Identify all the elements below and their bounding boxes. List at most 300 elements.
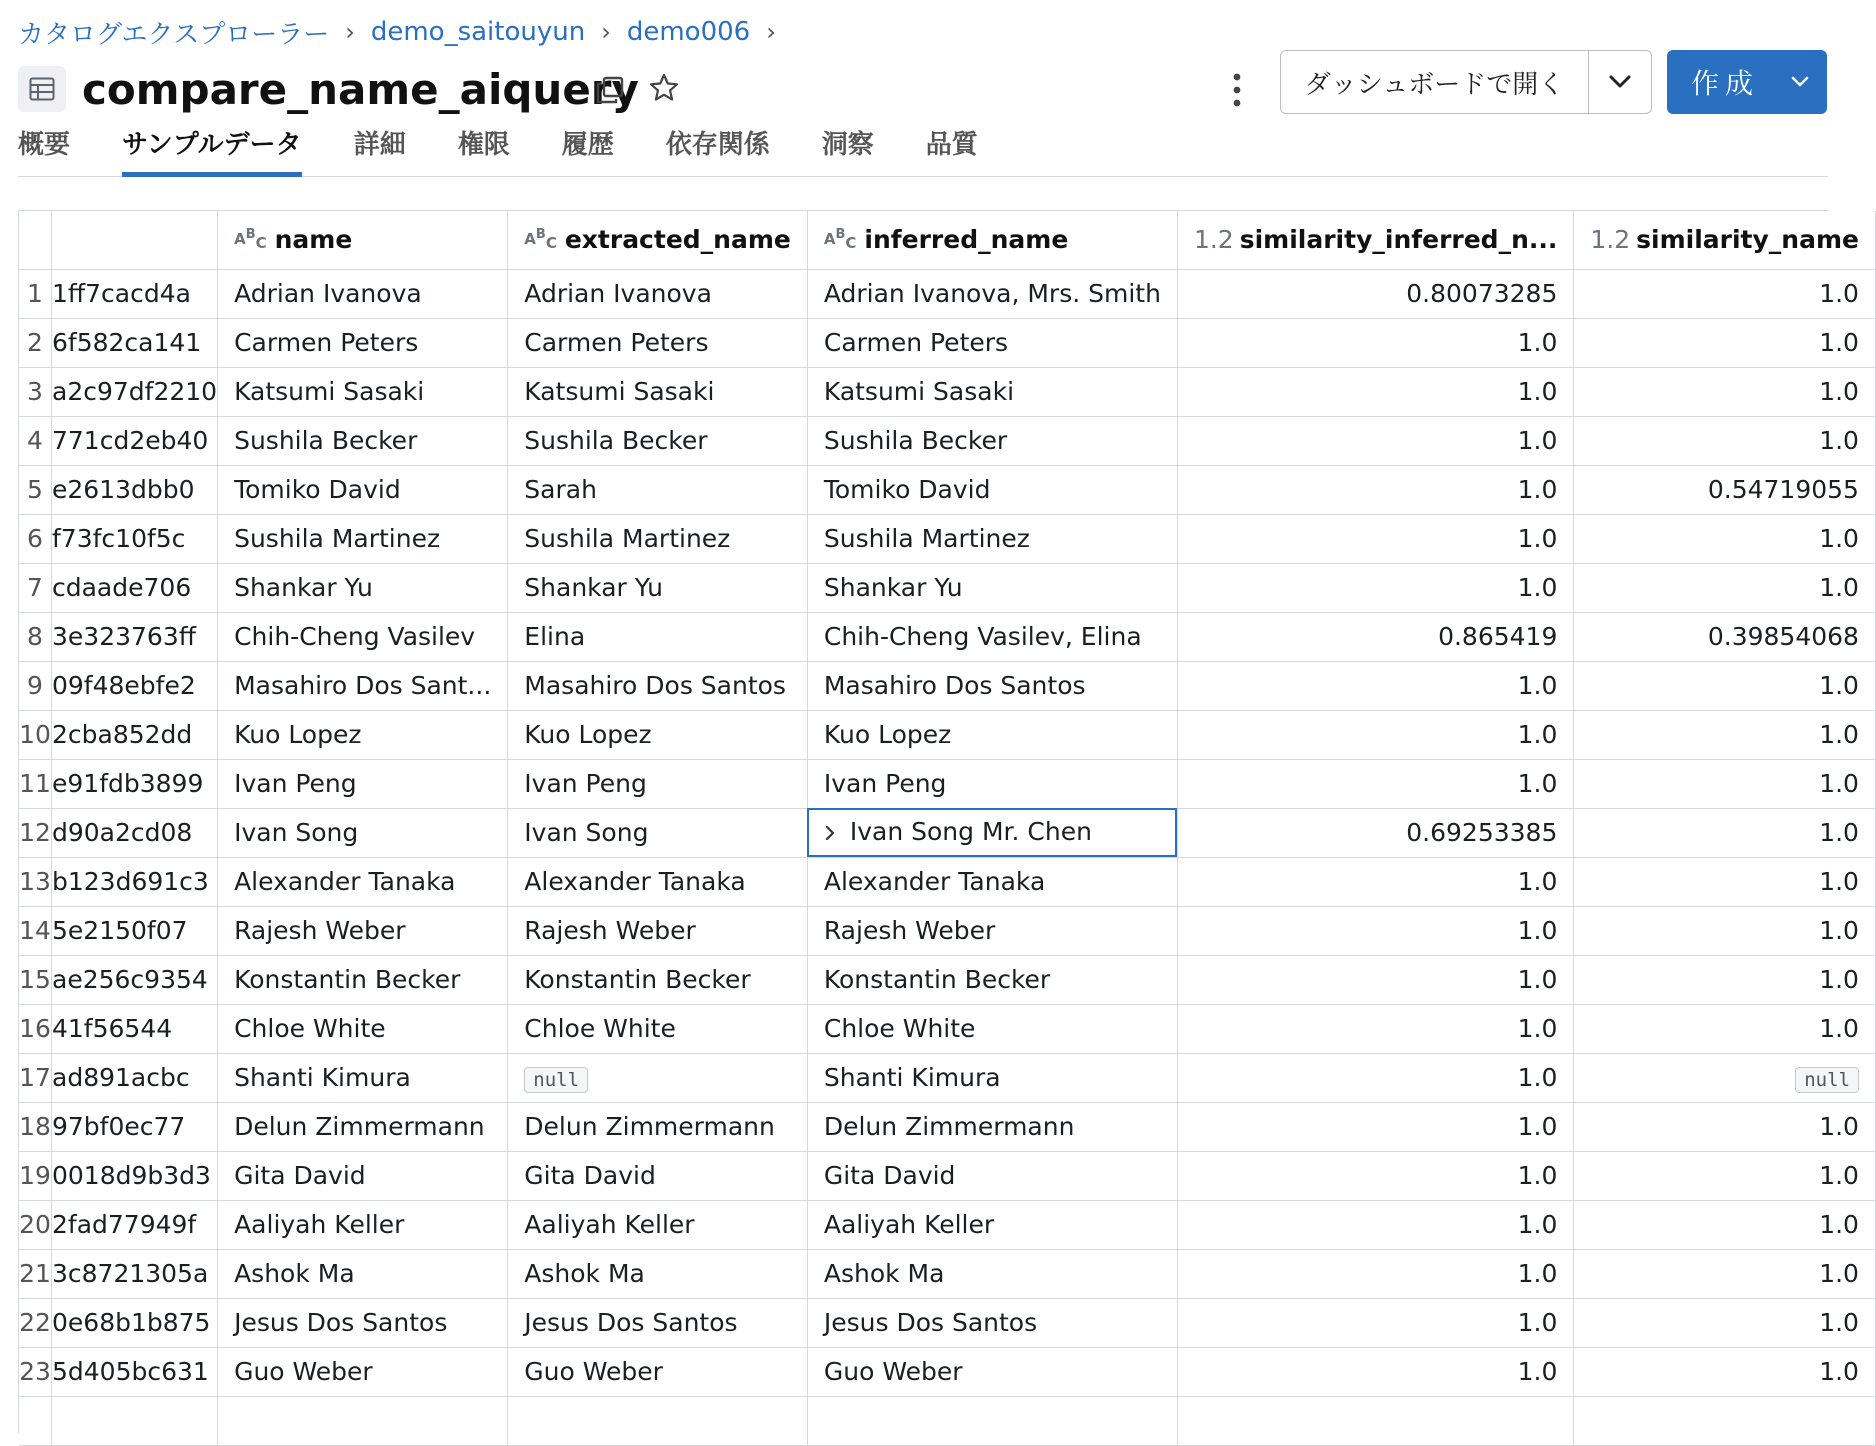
null-badge: null xyxy=(524,1067,588,1093)
inferred-name-cell[interactable] xyxy=(807,367,1177,416)
cell-value: 97bf0ec77 xyxy=(52,1112,186,1141)
inferred-name-cell[interactable] xyxy=(807,612,1177,661)
tab-permissions[interactable]: 権限 xyxy=(457,130,510,160)
column-header-rownum[interactable] xyxy=(19,211,52,269)
similarity-name-cell[interactable] xyxy=(1574,269,1876,318)
id-cell[interactable] xyxy=(52,857,218,906)
cell-value: Carmen Peters xyxy=(823,328,1009,357)
create-button[interactable] xyxy=(1667,50,1827,114)
inferred-name-cell[interactable] xyxy=(807,661,1177,710)
cell-value: 3c8721305a xyxy=(52,1259,209,1288)
similarity-inferred-name-cell[interactable] xyxy=(1177,269,1573,318)
cell-value: Alexander Tanaka xyxy=(234,867,456,896)
table-row xyxy=(19,1396,1875,1445)
extracted-name-cell[interactable] xyxy=(508,906,808,955)
table-row xyxy=(19,269,1875,318)
column-header-similarity-inferred-name[interactable] xyxy=(1177,211,1573,269)
chevron-down-icon[interactable] xyxy=(1588,51,1651,113)
extracted-name-cell[interactable] xyxy=(508,1200,808,1249)
inferred-name-cell[interactable] xyxy=(807,416,1177,465)
cell-value: 4 xyxy=(27,426,43,455)
cell-value: Kuo Lopez xyxy=(234,720,362,749)
cell-value: 1.0 xyxy=(1819,524,1859,553)
id-cell[interactable] xyxy=(52,1347,218,1396)
cell-value: Guo Weber xyxy=(823,1357,963,1386)
id-cell[interactable] xyxy=(52,1200,218,1249)
row-number-cell[interactable] xyxy=(19,1298,52,1347)
column-header-name[interactable] xyxy=(218,211,508,269)
similarity-inferred-name-cell[interactable] xyxy=(1177,661,1573,710)
cell-value: Gita David xyxy=(234,1161,366,1190)
inferred-name-cell[interactable] xyxy=(807,1396,1177,1445)
inferred-name-cell[interactable] xyxy=(807,1151,1177,1200)
cell-value: Shankar Yu xyxy=(234,573,373,602)
cell-value: e91fdb3899 xyxy=(52,769,204,798)
extracted-name-cell[interactable] xyxy=(508,514,808,563)
cell-value: Delun Zimmermann xyxy=(524,1112,775,1141)
id-cell[interactable] xyxy=(52,808,218,857)
name-cell[interactable] xyxy=(218,416,508,465)
similarity-name-cell[interactable] xyxy=(1574,1151,1876,1200)
cell-value: 0.80073285 xyxy=(1406,279,1558,308)
cell-value: Chih-Cheng Vasilev, Elina xyxy=(823,622,1142,651)
open-dashboard-split-button xyxy=(1280,50,1652,114)
id-cell[interactable] xyxy=(52,1102,218,1151)
string-type-icon: $A^B_C$ xyxy=(524,226,557,252)
cell-value: 13 xyxy=(19,867,51,896)
extracted-name-cell[interactable] xyxy=(508,955,808,1004)
similarity-name-cell[interactable] xyxy=(1574,1298,1876,1347)
null-badge: null xyxy=(1795,1067,1859,1093)
table-row xyxy=(19,416,1875,465)
similarity-name-cell[interactable] xyxy=(1574,1396,1876,1445)
cell-value: Chih-Cheng Vasilev xyxy=(234,622,476,651)
similarity-name-cell[interactable] xyxy=(1574,857,1876,906)
similarity-inferred-name-cell[interactable] xyxy=(1177,1298,1573,1347)
name-cell[interactable] xyxy=(218,514,508,563)
cell-value: Shanti Kimura xyxy=(234,1063,411,1092)
number-type-icon: 1.2 xyxy=(1590,225,1631,255)
extracted-name-cell[interactable] xyxy=(508,808,808,857)
cell-value: 1.0 xyxy=(1819,328,1859,357)
breadcrumb xyxy=(18,12,792,52)
similarity-name-cell[interactable] xyxy=(1574,661,1876,710)
inferred-name-cell[interactable] xyxy=(807,514,1177,563)
extracted-name-cell[interactable] xyxy=(508,612,808,661)
similarity-name-cell[interactable] xyxy=(1574,612,1876,661)
row-number-cell[interactable] xyxy=(19,1396,52,1445)
similarity-inferred-name-cell[interactable] xyxy=(1177,1102,1573,1151)
cell-value: Alexander Tanaka xyxy=(524,867,746,896)
cell-value: 1 xyxy=(27,279,43,308)
similarity-name-cell[interactable] xyxy=(1574,955,1876,1004)
cell-value: 1.0 xyxy=(1517,671,1558,700)
extracted-name-cell[interactable] xyxy=(508,416,808,465)
similarity-name-cell[interactable] xyxy=(1574,1102,1876,1151)
id-cell[interactable] xyxy=(52,1396,218,1445)
name-cell[interactable] xyxy=(218,269,508,318)
cell-value: 1.0 xyxy=(1819,426,1859,455)
extracted-name-cell[interactable] xyxy=(508,1151,808,1200)
cell-value: Chloe White xyxy=(524,1014,676,1043)
cell-value: 1.0 xyxy=(1517,573,1558,602)
cell-value: Adrian Ivanova xyxy=(524,279,712,308)
inferred-name-cell[interactable] xyxy=(807,1004,1177,1053)
similarity-name-cell[interactable] xyxy=(1574,563,1876,612)
similarity-inferred-name-cell[interactable] xyxy=(1177,1151,1573,1200)
cell-value: 0.54719055 xyxy=(1707,475,1859,504)
id-cell[interactable] xyxy=(52,661,218,710)
cell-value: a2c97df2210 xyxy=(52,377,218,406)
inferred-name-cell[interactable] xyxy=(807,1102,1177,1151)
cell-value: Sushila Becker xyxy=(823,426,1008,455)
extracted-name-cell[interactable] xyxy=(508,563,808,612)
cell-value: Jesus Dos Santos xyxy=(234,1308,448,1337)
similarity-name-cell[interactable] xyxy=(1574,808,1876,857)
cell-value: 19 xyxy=(19,1161,51,1190)
id-cell[interactable] xyxy=(52,1249,218,1298)
similarity-name-cell[interactable] xyxy=(1574,416,1876,465)
inferred-name-cell[interactable] xyxy=(807,1200,1177,1249)
name-cell[interactable] xyxy=(218,1200,508,1249)
table-row xyxy=(19,906,1875,955)
cell-value: cdaade706 xyxy=(52,573,192,602)
similarity-inferred-name-cell[interactable] xyxy=(1177,612,1573,661)
row-number-cell[interactable] xyxy=(19,661,52,710)
breadcrumb-separator: › xyxy=(345,18,355,46)
row-number-cell[interactable] xyxy=(19,906,52,955)
similarity-inferred-name-cell[interactable] xyxy=(1177,955,1573,1004)
id-cell[interactable] xyxy=(52,955,218,1004)
cell-value: Gita David xyxy=(524,1161,656,1190)
similarity-name-cell[interactable] xyxy=(1574,1249,1876,1298)
id-cell[interactable] xyxy=(52,1151,218,1200)
id-cell[interactable] xyxy=(52,1004,218,1053)
extracted-name-cell[interactable] xyxy=(508,1102,808,1151)
name-cell[interactable] xyxy=(218,1396,508,1445)
row-number-cell[interactable] xyxy=(19,1200,52,1249)
data-table xyxy=(19,211,1876,1446)
similarity-inferred-name-cell[interactable] xyxy=(1177,1200,1573,1249)
similarity-name-cell[interactable] xyxy=(1574,1200,1876,1249)
tab-history[interactable]: 履歴 xyxy=(561,130,614,160)
table-header-row xyxy=(19,211,1875,269)
cell-value: 0.39854068 xyxy=(1707,622,1859,651)
cell-value: Sarah xyxy=(524,475,597,504)
extracted-name-cell[interactable] xyxy=(508,1053,808,1102)
row-number-cell[interactable] xyxy=(19,1004,52,1053)
extracted-name-cell[interactable] xyxy=(508,710,808,759)
row-number-cell[interactable] xyxy=(19,416,52,465)
similarity-inferred-name-cell[interactable] xyxy=(1177,710,1573,759)
cell-value: Shankar Yu xyxy=(823,573,963,602)
row-number-cell[interactable] xyxy=(19,367,52,416)
cell-value: Kuo Lopez xyxy=(823,720,952,749)
inferred-name-cell[interactable] xyxy=(807,906,1177,955)
name-cell[interactable] xyxy=(218,808,508,857)
cell-value: Shankar Yu xyxy=(524,573,663,602)
table-row xyxy=(19,514,1875,563)
similarity-inferred-name-cell[interactable] xyxy=(1177,416,1573,465)
extracted-name-cell[interactable] xyxy=(508,759,808,808)
name-cell[interactable] xyxy=(218,1347,508,1396)
cell-value: Rajesh Weber xyxy=(234,916,406,945)
inferred-name-cell[interactable] xyxy=(807,857,1177,906)
similarity-name-cell[interactable] xyxy=(1574,514,1876,563)
cell-value: Tomiko David xyxy=(823,475,991,504)
extracted-name-cell[interactable] xyxy=(508,1298,808,1347)
extracted-name-cell[interactable] xyxy=(508,1249,808,1298)
cell-value: 1.0 xyxy=(1819,769,1859,798)
cell-value: 7 xyxy=(27,573,43,602)
name-cell[interactable] xyxy=(218,1249,508,1298)
id-cell[interactable] xyxy=(52,906,218,955)
row-number-cell[interactable] xyxy=(19,759,52,808)
id-cell[interactable] xyxy=(52,367,218,416)
inferred-name-cell[interactable] xyxy=(807,563,1177,612)
row-number-cell[interactable] xyxy=(19,710,52,759)
breadcrumb-separator: › xyxy=(766,18,776,46)
inferred-name-cell[interactable] xyxy=(807,1298,1177,1347)
name-cell[interactable] xyxy=(218,955,508,1004)
cell-value: Ivan Song xyxy=(234,818,359,847)
table-row xyxy=(19,1151,1875,1200)
inferred-name-cell[interactable] xyxy=(807,1249,1177,1298)
cell-value: ad891acbc xyxy=(52,1063,190,1092)
column-header-id[interactable] xyxy=(52,211,218,269)
cell-value: 0.69253385 xyxy=(1406,818,1558,847)
cell-value: 5 xyxy=(27,475,43,504)
id-cell[interactable] xyxy=(52,759,218,808)
cell-value: 2 xyxy=(27,328,43,357)
chevron-right-icon[interactable] xyxy=(824,819,836,848)
name-cell[interactable] xyxy=(218,1298,508,1347)
cell-value: 0.865419 xyxy=(1438,622,1558,651)
cell-value: Adrian Ivanova xyxy=(234,279,422,308)
id-cell[interactable] xyxy=(52,465,218,514)
cell-value: b123d691c3 xyxy=(52,867,209,896)
id-cell[interactable] xyxy=(52,269,218,318)
cell-value: 12 xyxy=(19,818,51,847)
cell-value: 1.0 xyxy=(1517,1014,1558,1043)
column-header-extracted-name[interactable] xyxy=(508,211,808,269)
cell-value: Ashok Ma xyxy=(823,1259,945,1288)
similarity-name-cell[interactable] xyxy=(1574,1347,1876,1396)
tab-quality[interactable]: 品質 xyxy=(925,130,978,160)
similarity-inferred-name-cell[interactable] xyxy=(1177,1249,1573,1298)
id-cell[interactable] xyxy=(52,1298,218,1347)
breadcrumb-catalog[interactable]: demo_saitouyun xyxy=(370,17,586,47)
cell-value: Sushila Martinez xyxy=(524,524,731,553)
extracted-name-cell[interactable] xyxy=(508,318,808,367)
similarity-name-cell[interactable] xyxy=(1574,465,1876,514)
id-cell[interactable] xyxy=(52,514,218,563)
similarity-inferred-name-cell[interactable] xyxy=(1177,906,1573,955)
name-cell[interactable] xyxy=(218,1151,508,1200)
row-number-cell[interactable] xyxy=(19,808,52,857)
inferred-name-cell[interactable] xyxy=(807,710,1177,759)
page-title: compare_name_aiquery xyxy=(82,65,639,114)
cell-value: Delun Zimmermann xyxy=(234,1112,485,1141)
name-cell[interactable] xyxy=(218,759,508,808)
name-cell[interactable] xyxy=(218,661,508,710)
column-header-label: similarity_name xyxy=(1636,225,1859,255)
table-row xyxy=(19,465,1875,514)
row-number-cell[interactable] xyxy=(19,857,52,906)
table-row xyxy=(19,1298,1875,1347)
similarity-inferred-name-cell[interactable] xyxy=(1177,465,1573,514)
name-cell[interactable] xyxy=(218,465,508,514)
cell-value: 11 xyxy=(19,769,51,798)
row-number-cell[interactable] xyxy=(19,1151,52,1200)
tab-lineage[interactable]: 依存関係 xyxy=(665,130,770,160)
similarity-inferred-name-cell[interactable] xyxy=(1177,1396,1573,1445)
breadcrumb-schema[interactable]: demo006 xyxy=(626,17,751,47)
inferred-name-cell[interactable] xyxy=(807,318,1177,367)
cell-value: 20 xyxy=(19,1210,51,1239)
cell-value: 1.0 xyxy=(1517,524,1558,553)
extracted-name-cell[interactable] xyxy=(508,1004,808,1053)
inferred-name-cell[interactable] xyxy=(807,808,1177,857)
row-number-cell[interactable] xyxy=(19,1102,52,1151)
name-cell[interactable] xyxy=(218,1053,508,1102)
copy-icon[interactable] xyxy=(590,70,630,110)
cell-value: 1.0 xyxy=(1819,1014,1859,1043)
inferred-name-cell[interactable] xyxy=(807,465,1177,514)
tab-insights[interactable]: 洞察 xyxy=(821,130,874,160)
name-cell[interactable] xyxy=(218,318,508,367)
name-cell[interactable] xyxy=(218,857,508,906)
string-type-icon: $A^B_C$ xyxy=(823,226,857,252)
name-cell[interactable] xyxy=(218,367,508,416)
id-cell[interactable] xyxy=(52,710,218,759)
row-number-cell[interactable] xyxy=(19,563,52,612)
similarity-inferred-name-cell[interactable] xyxy=(1177,514,1573,563)
cell-value: Katsumi Sasaki xyxy=(234,377,425,406)
row-number-cell[interactable] xyxy=(19,955,52,1004)
cell-value: 1.0 xyxy=(1517,769,1558,798)
number-type-icon: 1.2 xyxy=(1193,225,1234,255)
similarity-name-cell[interactable] xyxy=(1574,759,1876,808)
similarity-inferred-name-cell[interactable] xyxy=(1177,759,1573,808)
similarity-inferred-name-cell[interactable] xyxy=(1177,1053,1573,1102)
extracted-name-cell[interactable] xyxy=(508,367,808,416)
cell-value: 1.0 xyxy=(1819,1112,1859,1141)
id-cell[interactable] xyxy=(52,318,218,367)
similarity-inferred-name-cell[interactable] xyxy=(1177,367,1573,416)
extracted-name-cell[interactable] xyxy=(508,465,808,514)
cell-value: 1.0 xyxy=(1819,1357,1859,1386)
row-number-cell[interactable] xyxy=(19,514,52,563)
similarity-name-cell[interactable] xyxy=(1574,318,1876,367)
name-cell[interactable] xyxy=(218,1102,508,1151)
inferred-name-cell[interactable] xyxy=(807,955,1177,1004)
cell-value: Ivan Peng xyxy=(823,769,947,798)
cell-value: 8 xyxy=(27,622,43,651)
star-icon[interactable] xyxy=(644,68,684,108)
row-number-cell[interactable] xyxy=(19,1347,52,1396)
similarity-inferred-name-cell[interactable] xyxy=(1177,318,1573,367)
similarity-name-cell[interactable] xyxy=(1574,710,1876,759)
similarity-name-cell[interactable] xyxy=(1574,906,1876,955)
inferred-name-cell[interactable] xyxy=(807,759,1177,808)
similarity-inferred-name-cell[interactable] xyxy=(1177,1347,1573,1396)
id-cell[interactable] xyxy=(52,612,218,661)
cell-value: Ivan Peng xyxy=(234,769,357,798)
name-cell[interactable] xyxy=(218,906,508,955)
table-row xyxy=(19,857,1875,906)
tab-overview[interactable]: 概要 xyxy=(18,130,71,160)
extracted-name-cell[interactable] xyxy=(508,1347,808,1396)
similarity-inferred-name-cell[interactable] xyxy=(1177,1004,1573,1053)
extracted-name-cell[interactable] xyxy=(508,857,808,906)
cell-value: 18 xyxy=(19,1112,51,1141)
id-cell[interactable] xyxy=(52,1053,218,1102)
chevron-down-icon[interactable] xyxy=(1791,76,1809,88)
open-dashboard-button[interactable]: ダッシュボードで開く xyxy=(1281,51,1588,113)
cell-value: 1ff7cacd4a xyxy=(52,279,191,308)
similarity-inferred-name-cell[interactable] xyxy=(1177,857,1573,906)
extracted-name-cell[interactable] xyxy=(508,661,808,710)
row-number-cell[interactable] xyxy=(19,318,52,367)
cell-value: Alexander Tanaka xyxy=(823,867,1046,896)
row-number-cell[interactable] xyxy=(19,1053,52,1102)
inferred-name-cell[interactable] xyxy=(807,1347,1177,1396)
extracted-name-cell[interactable] xyxy=(508,1396,808,1445)
tab-details[interactable]: 詳細 xyxy=(353,130,406,160)
inferred-name-cell[interactable] xyxy=(807,1053,1177,1102)
row-number-cell[interactable] xyxy=(19,1249,52,1298)
name-cell[interactable] xyxy=(218,612,508,661)
name-cell[interactable] xyxy=(218,1004,508,1053)
cell-value: 1.0 xyxy=(1517,1063,1558,1092)
cell-value: Masahiro Dos Santos xyxy=(823,671,1086,700)
cell-value: 1.0 xyxy=(1517,1210,1558,1239)
id-cell[interactable] xyxy=(52,416,218,465)
name-cell[interactable] xyxy=(218,563,508,612)
row-number-cell[interactable] xyxy=(19,465,52,514)
name-cell[interactable] xyxy=(218,710,508,759)
row-number-cell[interactable] xyxy=(19,612,52,661)
breadcrumb-catalog-explorer[interactable]: カタログエクスプローラー xyxy=(18,19,330,50)
similarity-inferred-name-cell[interactable] xyxy=(1177,808,1573,857)
string-type-icon: $A^B_C$ xyxy=(234,226,267,252)
cell-value: 16 xyxy=(19,1014,51,1043)
similarity-name-cell[interactable] xyxy=(1574,1004,1876,1053)
row-number-cell[interactable] xyxy=(19,269,52,318)
column-header-inferred-name[interactable] xyxy=(807,211,1177,269)
id-cell[interactable] xyxy=(52,563,218,612)
cell-value: e2613dbb0 xyxy=(52,475,195,504)
cell-value: Tomiko David xyxy=(234,475,401,504)
cell-value: 10 xyxy=(19,720,51,749)
similarity-name-cell[interactable] xyxy=(1574,367,1876,416)
cell-value: 1.0 xyxy=(1517,1357,1558,1386)
extracted-name-cell[interactable] xyxy=(508,269,808,318)
cell-value: Carmen Peters xyxy=(524,328,709,357)
similarity-inferred-name-cell[interactable] xyxy=(1177,563,1573,612)
cell-value: 0018d9b3d3 xyxy=(52,1161,211,1190)
cell-value: Guo Weber xyxy=(524,1357,663,1386)
cell-value: 1.0 xyxy=(1819,573,1859,602)
cell-value: Elina xyxy=(524,622,586,651)
tab-sample-data[interactable]: サンプルデータ xyxy=(122,124,302,176)
more-options-icon[interactable] xyxy=(1220,66,1254,114)
inferred-name-cell[interactable] xyxy=(807,269,1177,318)
cell-value: Ivan Song Mr. Chen xyxy=(849,817,1092,847)
column-header-similarity-name[interactable] xyxy=(1574,211,1876,269)
similarity-name-cell[interactable] xyxy=(1574,1053,1876,1102)
